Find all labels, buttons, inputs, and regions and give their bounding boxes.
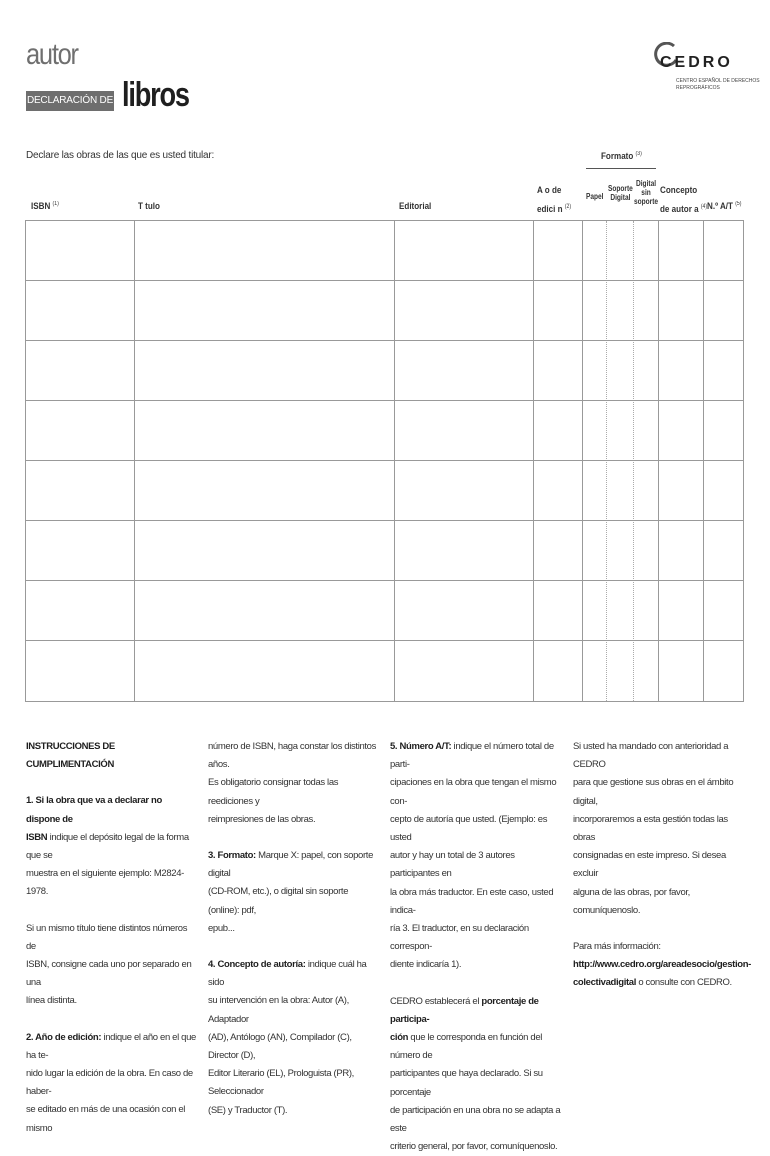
- isbn-cell[interactable]: [26, 401, 134, 460]
- instruction-2-line: Es obligatorio consignar todas las reediciones y: [208, 777, 339, 807]
- editorial-cell[interactable]: [395, 341, 533, 400]
- soporte-digital-cell[interactable]: [607, 341, 633, 400]
- digital-sin-soporte-cell[interactable]: [634, 641, 658, 700]
- instruction-5-line: ría 3. El traductor, en su declaración correspon-: [390, 923, 529, 953]
- more-info-line: colectivadigital o consulte con CEDRO.: [573, 977, 732, 989]
- papel-header: Papel: [586, 192, 604, 201]
- isbn-header: ISBN $^{(1)}$: [31, 201, 59, 213]
- concepto-cell[interactable]: [659, 221, 703, 280]
- isbn-cell[interactable]: [26, 341, 134, 400]
- soporte-digital-header: Soporte Digital: [608, 184, 633, 202]
- instruction-4-line: su intervención en la obra: Autor (A), Adaptador: [208, 995, 349, 1025]
- digital-sin-soporte-cell[interactable]: [634, 341, 658, 400]
- editorial-cell[interactable]: [395, 281, 533, 340]
- anio-cell[interactable]: [534, 401, 582, 460]
- participation-note-line: ción que le corresponda en función del número de: [390, 1032, 543, 1062]
- titulo-cell[interactable]: [135, 401, 394, 460]
- anio-cell[interactable]: [534, 581, 582, 640]
- formato-underline: [586, 168, 656, 169]
- instruction-5-line: cepto de autoría que usted. (Ejemplo: es usted: [390, 813, 548, 844]
- soporte-digital-cell[interactable]: [607, 281, 633, 340]
- instruction-1: 1. Si la obra que va a declarar no dispone de: [26, 795, 162, 825]
- formato-header: Formato $^{(3)}$: [601, 151, 642, 163]
- concepto-cell[interactable]: [659, 281, 703, 340]
- numero-at-cell[interactable]: [704, 341, 743, 400]
- instruction-2-line: nido lugar la edición de la obra. En caso de haber-: [26, 1068, 193, 1098]
- digital-note-line: Si usted ha mandado con anterioridad a CEDRO: [573, 741, 729, 771]
- participation-note-line: de participación en una obra no se adapta a este: [390, 1104, 561, 1135]
- numero-at-cell[interactable]: [704, 521, 743, 580]
- table-row: [26, 461, 743, 520]
- numero-at-cell[interactable]: [704, 281, 743, 340]
- titulo-header: T tulo: [138, 201, 160, 212]
- editorial-cell[interactable]: [395, 461, 533, 520]
- instruction-2-line: reimpresiones de las obras.: [208, 813, 316, 825]
- cedro-logo-subtitle: [676, 78, 766, 92]
- numero-at-cell[interactable]: [704, 581, 743, 640]
- anio-cell[interactable]: [534, 521, 582, 580]
- papel-cell[interactable]: [583, 641, 606, 700]
- titulo-cell[interactable]: [135, 221, 394, 280]
- editorial-cell[interactable]: [395, 581, 533, 640]
- concepto-cell[interactable]: [659, 521, 703, 580]
- digital-note-line: alguna de las obras, por favor, comuníquenoslo.: [573, 886, 690, 916]
- papel-cell[interactable]: [583, 221, 606, 280]
- instruction-5-line: cipaciones en la obra que tengan el mismo con-: [390, 777, 557, 807]
- digital-note-line: consignadas en este impreso. Si desea excluir: [573, 850, 726, 880]
- instructions-heading: INSTRUCCIONES DE CUMPLIMENTACIÓN: [26, 741, 115, 771]
- editorial-cell[interactable]: [395, 641, 533, 700]
- instruction-1-line: ISBN, consigne cada uno por separado en una: [26, 959, 192, 989]
- papel-cell[interactable]: [583, 521, 606, 580]
- editorial-cell[interactable]: [395, 521, 533, 580]
- instruction-2: 2. Año de edición: indique el año en el que ha te-: [26, 1031, 196, 1061]
- digital-sin-soporte-cell[interactable]: [634, 461, 658, 520]
- anio-cell[interactable]: [534, 341, 582, 400]
- anio-edicion-header: A o de edici n $^{(2)}$: [537, 185, 572, 216]
- instruction-3: 3. Formato: Marque X: papel, con soporte digital: [208, 850, 374, 880]
- instruction-3-line: epub...: [208, 922, 235, 934]
- concepto-autoria-header: Concepto de autor a $^{(4)}$: [660, 185, 708, 216]
- participation-note: CEDRO establecerá el porcentaje de participa-: [390, 995, 539, 1025]
- titulo-cell[interactable]: [135, 341, 394, 400]
- titulo-cell[interactable]: [135, 461, 394, 520]
- instruction-1-line: ISBN indique el depósito legal de la forma que se: [26, 831, 189, 862]
- papel-cell[interactable]: [583, 581, 606, 640]
- instruction-4: 4. Concepto de autoría: indique cuál ha sido: [208, 959, 367, 989]
- concepto-cell[interactable]: [659, 641, 703, 700]
- table-row: [26, 281, 743, 340]
- digital-sin-soporte-header: Digital sin soporte: [634, 179, 659, 206]
- instruction-5: 5. Número A/T: indique el número total de parti-: [390, 741, 554, 771]
- soporte-digital-cell[interactable]: [607, 581, 633, 640]
- editorial-header: Editorial: [399, 201, 432, 212]
- instructions-column-1: [26, 738, 198, 1138]
- isbn-cell[interactable]: [26, 641, 134, 700]
- concepto-cell[interactable]: [659, 401, 703, 460]
- isbn-cell[interactable]: [26, 521, 134, 580]
- cedro-url-link[interactable]: http://www.cedro.org/areadesocio/gestion-: [573, 959, 751, 971]
- instruction-5-line: la obra más traductor. En este caso, usted indica-: [390, 886, 554, 916]
- titulo-cell[interactable]: [135, 641, 394, 700]
- logo-subtitle-line: REPROGRÁFICOS: [676, 85, 720, 91]
- numero-at-cell[interactable]: [704, 461, 743, 520]
- digital-sin-soporte-cell[interactable]: [634, 581, 658, 640]
- instruction-5-line: diente indicaría 1).: [390, 959, 462, 971]
- title-declaracion-box: DECLARACIÓN DE: [26, 91, 114, 111]
- isbn-cell[interactable]: [26, 581, 134, 640]
- anio-cell[interactable]: [534, 461, 582, 520]
- participation-note-line: criterio general, por favor, comuníquenoslo.: [390, 1141, 558, 1153]
- concepto-cell[interactable]: [659, 581, 703, 640]
- title-autor: autor: [26, 38, 78, 71]
- instruction-1-line: Si un mismo título tiene distintos números de: [26, 922, 188, 952]
- isbn-cell[interactable]: [26, 281, 134, 340]
- instructions-column-4: [573, 738, 751, 993]
- works-table: [25, 220, 744, 702]
- numero-at-cell[interactable]: [704, 641, 743, 700]
- logo-subtitle-line: CENTRO ESPAÑOL DE DERECHOS: [676, 78, 760, 84]
- more-info-label: Para más información:: [573, 941, 661, 953]
- table-row: [26, 401, 743, 460]
- instruction-2-line: se editado en más de una ocasión con el mismo: [26, 1104, 186, 1134]
- concepto-cell[interactable]: [659, 461, 703, 520]
- instructions-column-2: [208, 738, 380, 1120]
- concepto-cell[interactable]: [659, 341, 703, 400]
- table-row: [26, 641, 743, 700]
- instruction-1-line: muestra en el siguiente ejemplo: M2824-1978.: [26, 868, 184, 898]
- soporte-digital-cell[interactable]: [607, 401, 633, 460]
- titulo-cell[interactable]: [135, 581, 394, 640]
- instruction-3-line: (CD-ROM, etc.), o digital sin soporte (online): pdf,: [208, 886, 349, 916]
- instruction-4-line: (SE) y Traductor (T).: [208, 1104, 288, 1116]
- table-row: [26, 521, 743, 580]
- title-libros: libros: [122, 76, 189, 114]
- intro-text: Declare las obras de las que es usted titular:: [26, 150, 215, 161]
- instructions-column-3: [390, 738, 562, 1156]
- papel-cell[interactable]: [583, 341, 606, 400]
- numero-at-header: N.º A/T $^{(5)}$: [707, 201, 742, 213]
- instruction-4-line: Editor Literario (EL), Prologuista (PR), Seleccionador: [208, 1068, 354, 1098]
- titulo-cell[interactable]: [135, 281, 394, 340]
- isbn-cell[interactable]: [26, 461, 134, 520]
- editorial-cell[interactable]: [395, 401, 533, 460]
- numero-at-cell[interactable]: [704, 221, 743, 280]
- table-row: [26, 341, 743, 400]
- cedro-url-link-tail[interactable]: colectivadigital: [573, 977, 637, 989]
- digital-sin-soporte-cell[interactable]: [634, 521, 658, 580]
- soporte-digital-cell[interactable]: [607, 461, 633, 520]
- instruction-2-line: número de ISBN, haga constar los distintos años.: [208, 741, 377, 771]
- table-row: [26, 221, 743, 280]
- cedro-logo-text: CEDRO: [660, 54, 733, 71]
- anio-cell[interactable]: [534, 221, 582, 280]
- anio-cell[interactable]: [534, 281, 582, 340]
- papel-cell[interactable]: [583, 461, 606, 520]
- papel-cell[interactable]: [583, 401, 606, 460]
- participation-note-line: participantes que haya declarado. Si su porcentaje: [390, 1068, 543, 1098]
- digital-note-line: incorporaremos a esta gestión todas las obras: [573, 813, 728, 844]
- soporte-digital-cell[interactable]: [607, 221, 633, 280]
- instruction-1-line: línea distinta.: [26, 995, 77, 1007]
- editorial-cell[interactable]: [395, 221, 533, 280]
- soporte-digital-cell[interactable]: [607, 641, 633, 700]
- instruction-5-line: autor y hay un total de 3 autores participantes en: [390, 850, 515, 880]
- digital-note-line: para que gestione sus obras en el ámbito digital,: [573, 777, 734, 807]
- papel-cell[interactable]: [583, 281, 606, 340]
- titulo-cell[interactable]: [135, 521, 394, 580]
- numero-at-cell[interactable]: [704, 401, 743, 460]
- digital-sin-soporte-cell[interactable]: [634, 281, 658, 340]
- soporte-digital-cell[interactable]: [607, 521, 633, 580]
- instruction-4-line: (AD), Antólogo (AN), Compilador (C), Director (D),: [208, 1031, 352, 1062]
- isbn-cell[interactable]: [26, 221, 134, 280]
- table-row: [26, 581, 743, 640]
- anio-cell[interactable]: [534, 641, 582, 700]
- digital-sin-soporte-cell[interactable]: [634, 221, 658, 280]
- digital-sin-soporte-cell[interactable]: [634, 401, 658, 460]
